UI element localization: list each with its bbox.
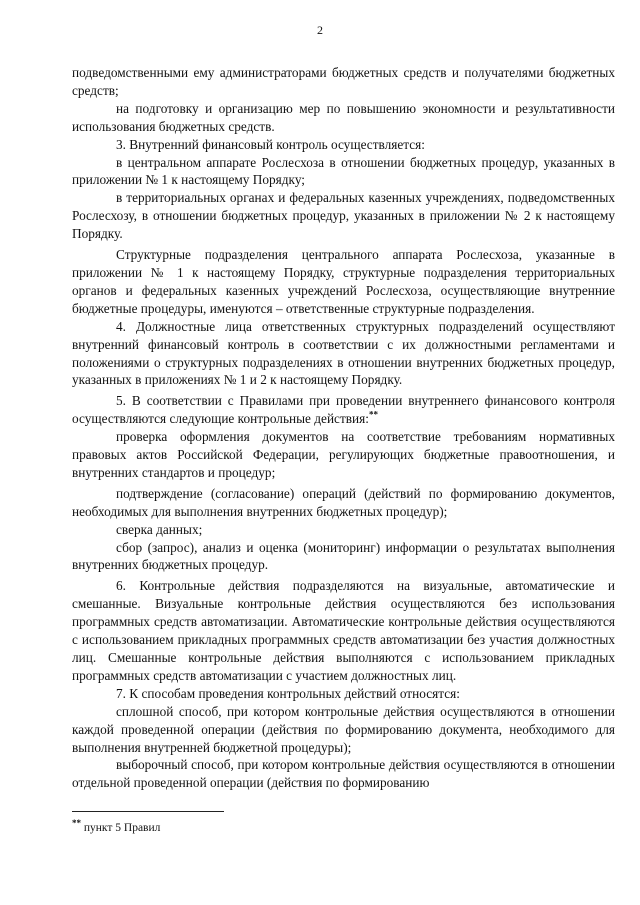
- footnote: [72, 818, 161, 836]
- paragraph-section-5-text: 5. В соответствии с Правилами при проведении внутреннего финансового контроля осуществляются следующие контрольные действия:: [72, 393, 615, 427]
- paragraph-monitoring: сбор (запрос), анализ и оценка (мониторинг) информации о результатах выполнения внутренних бюджетных процедур.: [72, 539, 615, 573]
- paragraph-responsible-units: Структурные подразделения центрального аппарата Рослесхоза, указанные в приложении № 1 к настоящему Порядку, структурные подразделения территориальных органов и федеральных казенных учреждений Рослесхоза, осуществляющие внутренние бюджетные процедуры, именуются – ответственные структурные подразделения.: [72, 247, 615, 316]
- paragraph-continuous-method: сплошной способ, при котором контрольные действия осуществляются в отношении каждой проведенной операции (действия по формированию документа, необходимого для выполнения внутренней бюджетной процедуры);: [72, 703, 615, 755]
- paragraph-confirmation: подтверждение (согласование) операций (действий по формированию документов, необходимых для выполнения внутренних бюджетных процедур);: [72, 485, 615, 519]
- paragraph-document-check: проверка оформления документов на соответствие требованиям нормативных правовых актов Российской Федерации, регулирующих бюджетные правоотношения, и внутренних стандартов и процедур;: [72, 429, 615, 480]
- footnote-mark: **: [72, 818, 81, 829]
- footnote-reference: **: [368, 409, 378, 420]
- footnote-divider: [72, 811, 224, 812]
- footnote-text: пункт 5 Правил: [83, 822, 161, 834]
- page-number: 2: [317, 23, 323, 37]
- paragraph-continuation: подведомственными ему администраторами бюджетных средств и получателями бюджетных средств;: [72, 65, 615, 98]
- paragraph-section-7: 7. К способам проведения контрольных действий относятся:: [116, 685, 460, 701]
- paragraph-selective-method: выборочный способ, при котором контрольные действия осуществляются в отношении отдельной проведенной операции (действия по формированию: [72, 757, 615, 791]
- paragraph-central-office: в центральном аппарате Рослесхоза в отношении бюджетных процедур, указанных в приложении № 1 к настоящему Порядку;: [72, 154, 615, 188]
- paragraph-section-6: 6. Контрольные действия подразделяются на визуальные, автоматические и смешанные. Визуальные контрольные действия осуществляются без использования программных средств автоматизации. Автоматические контрольные действия осуществляются с использованием прикладных программных средств автоматизации без участия должностных лиц. Смешанные контрольные действия выполняются с использованием прикладных программных средств автоматизации с участием должностных лиц.: [72, 578, 615, 683]
- paragraph-territorial-bodies: в территориальных органах и федеральных казенных учреждениях, подведомственных Рослесхозу, в отношении бюджетных процедур, указанных в приложении № 2 к настоящему Порядку.: [72, 190, 615, 242]
- paragraph-section-3: 3. Внутренний финансовый контроль осуществляется:: [116, 136, 425, 152]
- paragraph-measures: на подготовку и организацию мер по повышению экономности и результативности использования бюджетных средств.: [72, 100, 615, 134]
- paragraph-section-5: [72, 392, 615, 428]
- paragraph-section-4: 4. Должностные лица ответственных структурных подразделений осуществляют внутренний финансовый контроль в соответствии с их должностными регламентами и положениями о структурных подразделениях в отношении внутренних бюджетных процедур, указанных в приложениях № 1 и 2 к настоящему Порядку.: [72, 318, 615, 388]
- document-body: [72, 64, 615, 792]
- paragraph-data-reconciliation: сверка данных;: [116, 521, 203, 537]
